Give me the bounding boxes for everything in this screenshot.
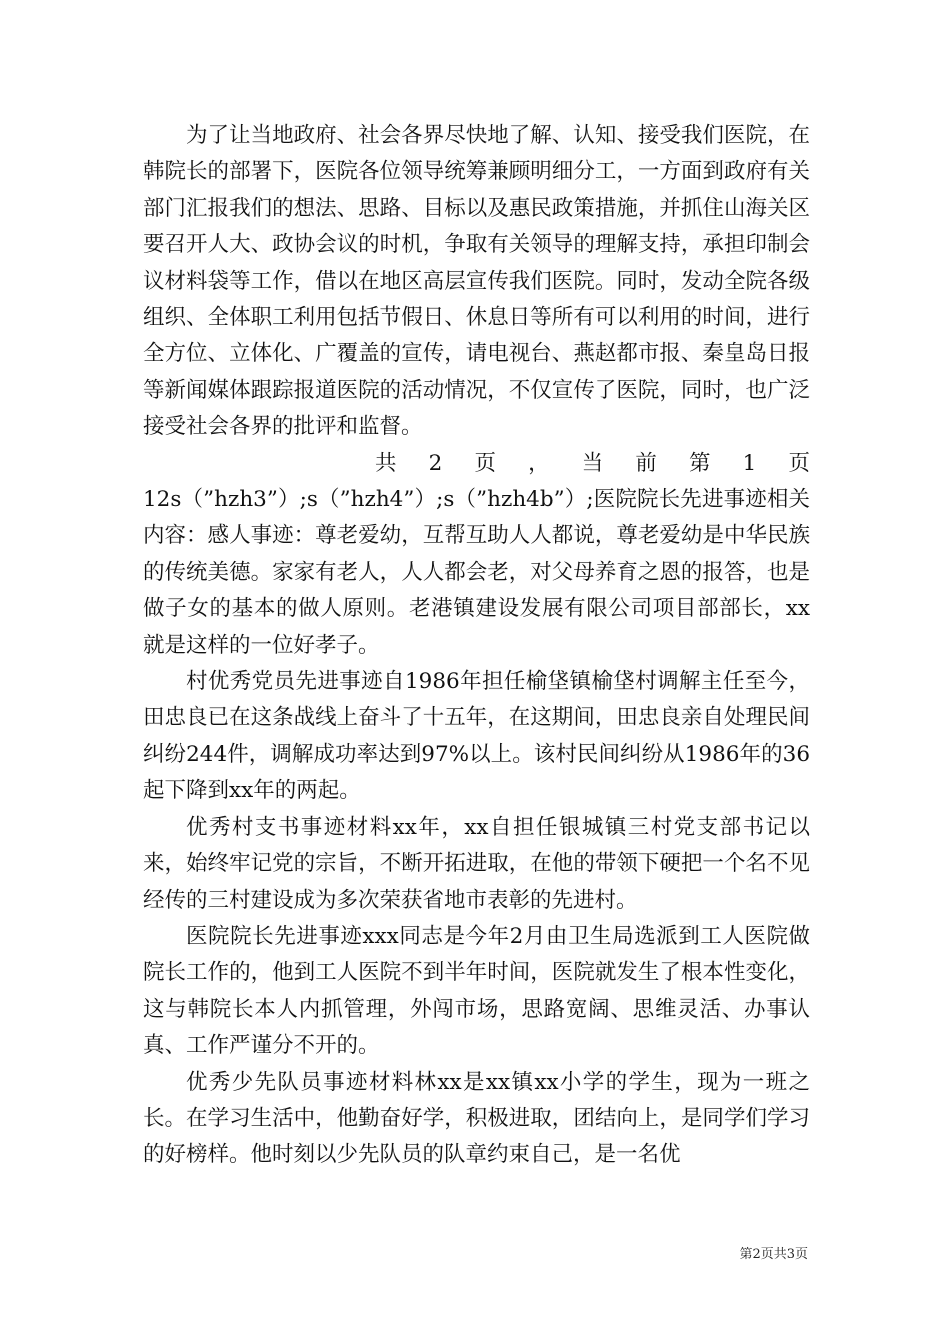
pager-token: 前 [635, 450, 657, 476]
document-body [143, 118, 810, 1174]
pager-token: 2 [428, 450, 443, 476]
pager-token: 共 [375, 450, 397, 476]
page-footer-label: 第2页共3页 [739, 1247, 808, 1262]
paragraph-hospital-director: 医院院长先进事迹xxx同志是今年2月由卫生局选派到工人医院做院长工作的，他到工人医院不到半年时间，医院就发生了根本性变化，这与韩院长本人内抓管理，外闯市场，思路宽阔、思维灵活、办事认真、工作严谨分不开的。 [143, 923, 810, 1059]
paragraph-publicity: 为了让当地政府、社会各界尽快地了解、认知、接受我们医院，在韩院长的部署下，医院各位领导统筹兼顾明细分工，一方面到政府有关部门汇报我们的想法、思路、目标以及惠民政策措施，并抓住山海关区要召开人大、政协会议的时机，争取有关领导的理解支持，承担印制会议材料袋等工作，借以在地区高层宣传我们医院。同时，发动全院各级组织、全体职工利用包括节假日、休息日等所有可以利用的时间，进行全方位、立体化、广覆盖的宣传，请电视台、燕赵都市报、秦皇岛日报等新闻媒体跟踪报道医院的活动情况，不仅宣传了医院，同时，也广泛接受社会各界的批评和监督。 [143, 123, 810, 440]
pager-token: 当 [581, 450, 604, 476]
paragraph-young-pioneer: 优秀少先队员事迹材料林xx是xx镇xx小学的学生，现为一班之长。在学习生活中，他勤奋好学，积极进取，团结向上，是同学们学习的好榜样。他时刻以少先队员的队章约束自己，是一名优 [143, 1069, 810, 1168]
inline-page-indicator [143, 446, 810, 482]
pager-token: ， [528, 450, 550, 476]
paragraph-village-mediator: 村优秀党员先进事迹自1986年担任榆垡镇榆垡村调解主任至今，田忠良已在这条战线上奋斗了十五年，在这期间，田忠良亲自处理民间纠纷244件，调解成功率达到97%以上。该村民间纠纷从1986年的36起下降到xx年的两起。 [143, 669, 810, 804]
pager-token: 页 [788, 450, 810, 476]
pager-token: 1 [742, 450, 757, 476]
paragraph-village-secretary: 优秀村支书事迹材料xx年，xx自担任银城镇三村党支部书记以来，始终牢记党的宗旨，不断开拓进取，在他的带领下硬把一个名不见经传的三村建设成为多次荣获省地市表彰的先进村。 [143, 814, 810, 913]
paragraph-filial-story: 12s（”hzh3”）;s（”hzh4”）;s（”hzh4b”）;医院院长先进事迹相关内容：感人事迹：尊老爱幼，互帮互助人人都说，尊老爱幼是中华民族的传统美德。家家有老人，人人都会老，对父母养育之恩的报答，也是做子女的基本的做人原则。老港镇建设发展有限公司项目部部长，xx就是这样的一位好孝子。 [143, 487, 810, 658]
pager-token: 页 [474, 450, 496, 476]
pager-token: 第 [689, 450, 711, 476]
